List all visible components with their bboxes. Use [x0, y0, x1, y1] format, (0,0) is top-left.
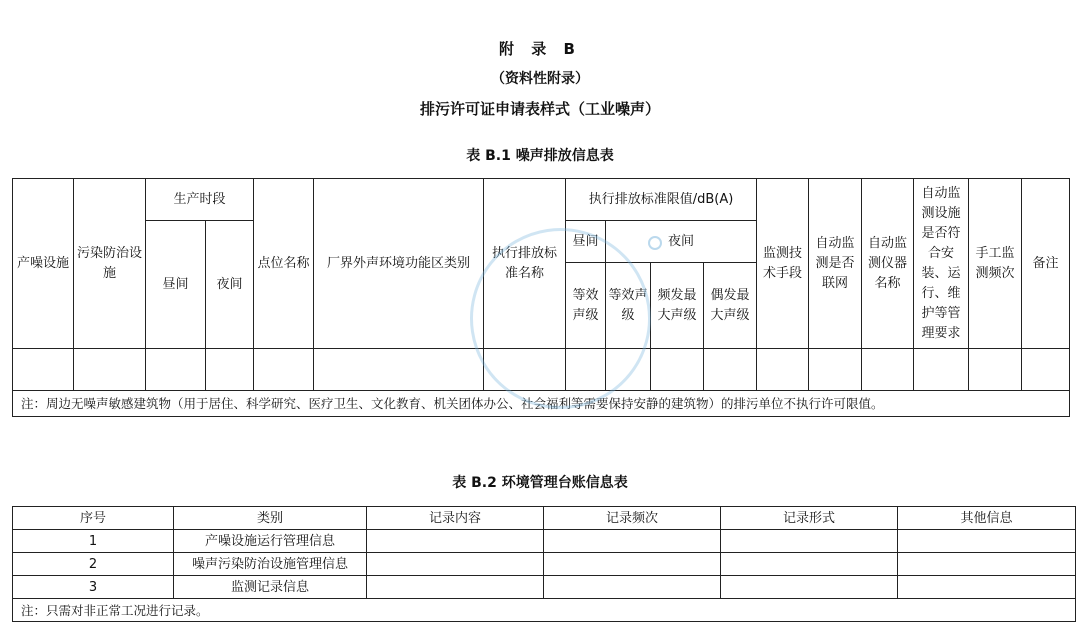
cell	[74, 349, 146, 391]
header-auto-instrument: 自动监测仪器名称	[862, 179, 914, 349]
header-zone: 厂界外声环境功能区类别	[314, 179, 484, 349]
ledger-header-form: 记录形式	[721, 507, 898, 530]
table-row	[13, 530, 1076, 553]
ledger-table	[12, 506, 1076, 622]
cell	[898, 553, 1076, 576]
cell	[566, 349, 606, 391]
ledger-category: 产噪设施运行管理信息	[174, 530, 367, 553]
header-limit-day: 昼间	[566, 221, 606, 263]
ledger-header-frequency: 记录频次	[544, 507, 721, 530]
header-limit: 执行排放标准限值/dB(A)	[566, 179, 757, 221]
header-eq-level-night: 等效声级	[606, 263, 651, 349]
table1-caption: 表 B.1 噪声排放信息表	[466, 148, 614, 164]
cell	[721, 553, 898, 576]
table-row	[13, 349, 1070, 391]
table-row	[13, 576, 1076, 599]
appendix-subtitle: （资料性附录）	[491, 71, 589, 87]
header-limit-night: 夜间	[606, 221, 757, 263]
header-prevention: 污染防治设施	[74, 179, 146, 349]
cell	[704, 349, 757, 391]
header-auto-facility: 自动监测设施是否符合安装、运行、维护等管理要求	[914, 179, 969, 349]
cell	[651, 349, 704, 391]
cell	[206, 349, 254, 391]
ledger-header-other: 其他信息	[898, 507, 1076, 530]
cell	[969, 349, 1022, 391]
cell	[544, 530, 721, 553]
cell	[898, 576, 1076, 599]
cell	[367, 530, 544, 553]
table2-caption: 表 B.2 环境管理台账信息表	[452, 475, 628, 491]
appendix-title: 排污许可证申请表样式（工业噪声）	[419, 100, 660, 118]
header-manual-freq: 手工监测频次	[969, 179, 1022, 349]
header-auto-network: 自动监测是否联网	[809, 179, 862, 349]
cell	[314, 349, 484, 391]
cell	[757, 349, 809, 391]
ledger-category: 噪声污染防治设施管理信息	[174, 553, 367, 576]
cell	[862, 349, 914, 391]
header-eq-level-day: 等效声级	[566, 263, 606, 349]
cell	[146, 349, 206, 391]
ledger-index: 3	[13, 576, 174, 599]
appendix-heading: 附 录 B	[499, 40, 581, 58]
header-equipment: 产噪设施	[13, 179, 74, 349]
header-point: 点位名称	[254, 179, 314, 349]
cell	[544, 553, 721, 576]
cell	[606, 349, 651, 391]
table1-note: 注：周边无噪声敏感建筑物（用于居住、科学研究、医疗卫生、文化教育、机关团体办公、社会福利等需要保持安静的建筑物）的排污单位不执行许可限值。	[13, 391, 1070, 417]
ledger-header-index: 序号	[13, 507, 174, 530]
cell	[367, 576, 544, 599]
header-standard-name: 执行排放标准名称	[484, 179, 566, 349]
cell	[721, 530, 898, 553]
cell	[13, 349, 74, 391]
cell	[254, 349, 314, 391]
watermark-dot-icon	[648, 236, 662, 250]
cell	[1022, 349, 1070, 391]
cell	[809, 349, 862, 391]
header-freq-max: 频发最大声级	[651, 263, 704, 349]
table-row	[13, 553, 1076, 576]
header-remark: 备注	[1022, 179, 1070, 349]
header-period: 生产时段	[146, 179, 254, 221]
ledger-header-category: 类别	[174, 507, 367, 530]
header-day: 昼间	[146, 221, 206, 349]
table2-note: 注：只需对非正常工况进行记录。	[13, 599, 1076, 622]
cell	[898, 530, 1076, 553]
header-occ-max: 偶发最大声级	[704, 263, 757, 349]
cell	[544, 576, 721, 599]
ledger-header-content: 记录内容	[367, 507, 544, 530]
cell	[914, 349, 969, 391]
ledger-category: 监测记录信息	[174, 576, 367, 599]
ledger-index: 2	[13, 553, 174, 576]
ledger-index: 1	[13, 530, 174, 553]
noise-emission-table	[12, 178, 1070, 417]
header-night: 夜间	[206, 221, 254, 349]
header-method: 监测技术手段	[757, 179, 809, 349]
cell	[721, 576, 898, 599]
cell	[484, 349, 566, 391]
cell	[367, 553, 544, 576]
